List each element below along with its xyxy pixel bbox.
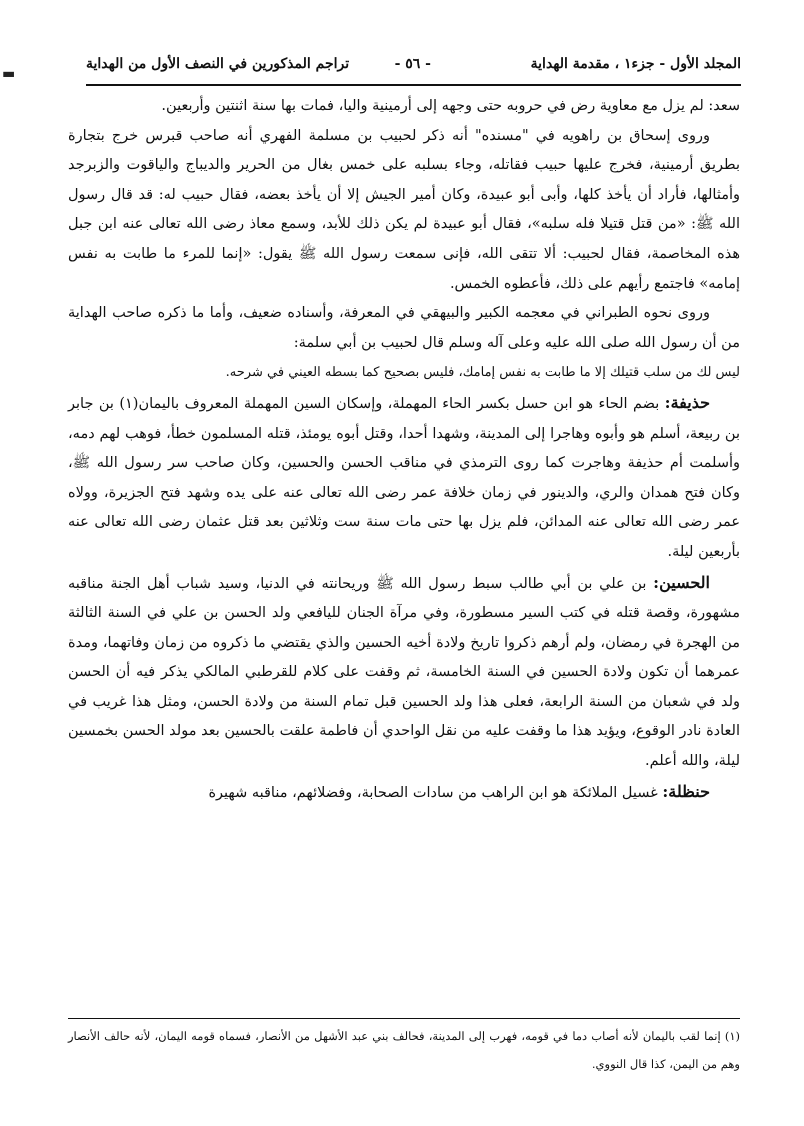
paragraph: وروى إسحاق بن راهويه في "مسنده" أنه ذكر لحبيب بن مسلمة الفهري أنه صاحب قبرس خرج بتجارة بطريق أرمينية، فخرج عليها حبيب فقاتله، وجاء بسلبه على خمس بغال من الحرير والديباج والياقوت والزبرجد وأمثالها، فأراد أن يأخذ كلها، وأبى أبو عبيدة، وكان أمير الجيش إلا أن يأخذ بعضه، فقال حبيب له: قد قال رسول الله ﷺ: «من قتل قتيلا فله سلبه»، فقال أبو عبيدة لم يكن ذلك للأبد، وسمع معاذ رضى الله تعالى عنه ابن جبل هذه المخاصمة، فقال لحبيب: ألا تتقى الله، فإنى سمعت رسول الله ﷺ يقول: «إنما للمرء ما طابت به نفس إمامه» فاجتمع رأيهم على ذلك، فأعطوه الخمس. [68, 127, 740, 292]
margin-mark: ▬ [2, 66, 16, 82]
main-text [68, 92, 740, 808]
entry-term: حذيفة: [664, 392, 710, 412]
entry-term: الحسين: [653, 572, 710, 592]
entry-text: بن علي بن أبي طالب سبط رسول الله ﷺ وريحانته في الدنيا، وسيد شباب أهل الجنة مناقبه مشهورة، وقصة قتله في كتب السير مسطورة، وفي مرآة الجنان لليافعي ولد الحسن بن علي في السنة الثالثة من الهجرة في رمضان، ولم أرهم ذكروا تاريخ ولادة أخيه الحسين والذي يقتضي ما ذكروه من زمان وفاتهما، ومدة عمرهما أن تكون ولادة الحسين في السنة الخامسة، ثم وقفت على كلام للقرطبي المالكي يذكر فيه أن الحسن ولد في شعبان من السنة الرابعة، فعلى هذا ولد الحسين قبل تمام السنة من ولادة الحسن، ومثل هذا غريب في العادة نادر الوقوع، ويؤيد هذا ما وقفت عليه من نقل الواحدي أن فاطمة علقت بالحسين بعد مولد الحسن بخمسين ليلة، والله أعلم. [68, 575, 740, 770]
footnotes [68, 1022, 740, 1078]
paragraph: وروى نحوه الطبراني في معجمه الكبير والبيهقي في المعرفة، وأسناده ضعيف، وأما ما ذكره صاحب الهداية من أن رسول الله صلى الله عليه وعلى آله وسلم قال لحبيب بن أبي سلمة: [68, 305, 740, 351]
entry [68, 388, 740, 568]
header-section-title: تراجم المذكورين في النصف الأول من الهداية [86, 56, 350, 72]
paragraph: سعد: لم يزل مع معاوية رض في حروبه حتى وجهه إلى أرمينية واليا، فمات بها سنة اثنتين وأربعين. [161, 98, 740, 114]
page-number: - ٥٦ - [394, 56, 431, 72]
entry-term: حنظلة: [662, 781, 710, 801]
footnote: (١) إنما لقب باليمان لأنه أصاب دما في قومه، فهرب إلى المدينة، فحالف بني عبد الأشهل من الأنصار، فسماه قومه اليمان، لأنه حالف الأنصار وهم من اليمن، كذا قال النووي. [68, 1029, 740, 1071]
header-rule [86, 84, 741, 86]
entry [68, 568, 740, 777]
entry [68, 777, 740, 809]
footnote-rule [68, 1018, 740, 1019]
quote-line: ليس لك من سلب قتيلك إلا ما طابت به نفس إمامك، فليس بصحيح كما بسطه العيني في شرحه. [225, 365, 740, 381]
entry-text: بضم الحاء هو ابن حسل بكسر الحاء المهملة، وإسكان السين المهملة المعروف باليمان(١) بن جابر بن ربيعة، أسلم هو وأبوه وهاجرا إلى المدينة، وشهدا أحدا، وقتل أبوه يومئذ، قتله المسلمون خطأ، فوهب لهم دمه، وأسلمت أم حذيفة وهاجرت كما روى الترمذي في مناقب الحسن والحسين، وكان صاحب سر رسول الله ﷺ، وكان فتح همدان والري، والدينور في زمان خلافة عمر رضى الله تعالى عنه على يده وشهد فتح الجزيرة، وولاه عمر رضى الله تعالى عنه المدائن، فلم يزل بها حتى مات سنة ست وثلاثين بعد قتل عثمان رضى الله تعالى عنه بأربعين ليلة. [68, 395, 740, 560]
header-volume-part: المجلد الأول - جزء١ ، مقدمة الهداية [530, 56, 741, 72]
entry-text: غسيل الملائكة هو ابن الراهب من سادات الصحابة، وفضلائهم، مناقبه شهيرة [208, 784, 658, 801]
running-header [86, 54, 741, 80]
